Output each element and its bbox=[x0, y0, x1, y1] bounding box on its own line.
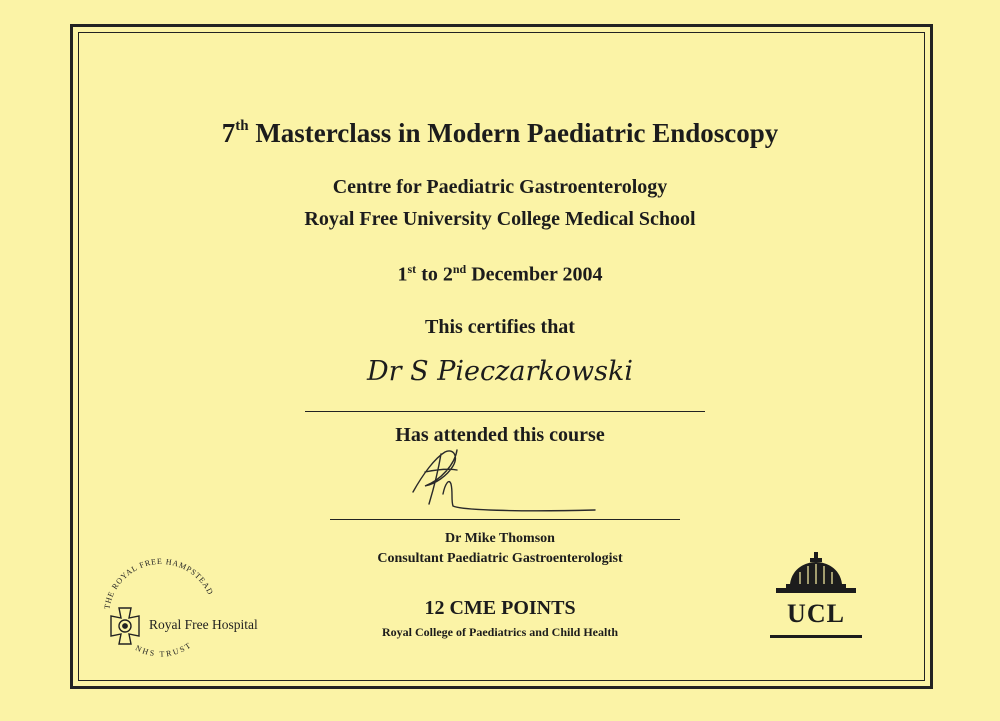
ucl-label: UCL bbox=[787, 599, 845, 628]
title-rest: Masterclass in Modern Paediatric Endoscopy bbox=[248, 118, 779, 148]
date-rest: December 2004 bbox=[466, 263, 603, 286]
rfh-ring-top-text: THE ROYAL FREE HAMPSTEAD bbox=[102, 556, 216, 610]
course-dates bbox=[0, 262, 1000, 287]
signatory-name: Dr Mike Thomson bbox=[445, 531, 555, 546]
certifies-text: This certifies that bbox=[425, 316, 575, 338]
date-start-suffix: st bbox=[407, 262, 417, 276]
cme-points: 12 CME POINTS bbox=[424, 597, 576, 619]
college-name: Royal College of Paediatrics and Child Health bbox=[382, 625, 618, 639]
royal-free-hospital-label: Royal Free Hospital bbox=[149, 617, 258, 632]
signatory-role: Consultant Paediatric Gastroenterologist bbox=[377, 551, 623, 566]
certificate-title bbox=[0, 118, 1000, 149]
svg-text:THE ROYAL FREE HAMPSTEAD bbox=[102, 557, 215, 610]
date-end-suffix: nd bbox=[452, 262, 467, 276]
royal-free-hospital-logo-icon bbox=[95, 548, 305, 668]
title-suffix: th bbox=[235, 118, 249, 134]
title-number: 7 bbox=[221, 118, 236, 148]
date-start-day: 1 bbox=[397, 263, 408, 286]
school-name: Royal Free University College Medical School bbox=[304, 208, 696, 230]
centre-name: Centre for Paediatric Gastroenterology bbox=[332, 176, 668, 198]
recipient-underline bbox=[305, 411, 705, 412]
rfh-ring-bottom-text: NHS TRUST bbox=[134, 639, 194, 659]
attended-text: Has attended this course bbox=[395, 424, 605, 446]
recipient-name: Dr S Pieczarkowski bbox=[367, 356, 633, 387]
date-middle: to 2 bbox=[416, 263, 453, 286]
signature-icon bbox=[395, 434, 605, 524]
signature-line bbox=[330, 519, 680, 520]
svg-text:NHS TRUST bbox=[134, 640, 194, 659]
